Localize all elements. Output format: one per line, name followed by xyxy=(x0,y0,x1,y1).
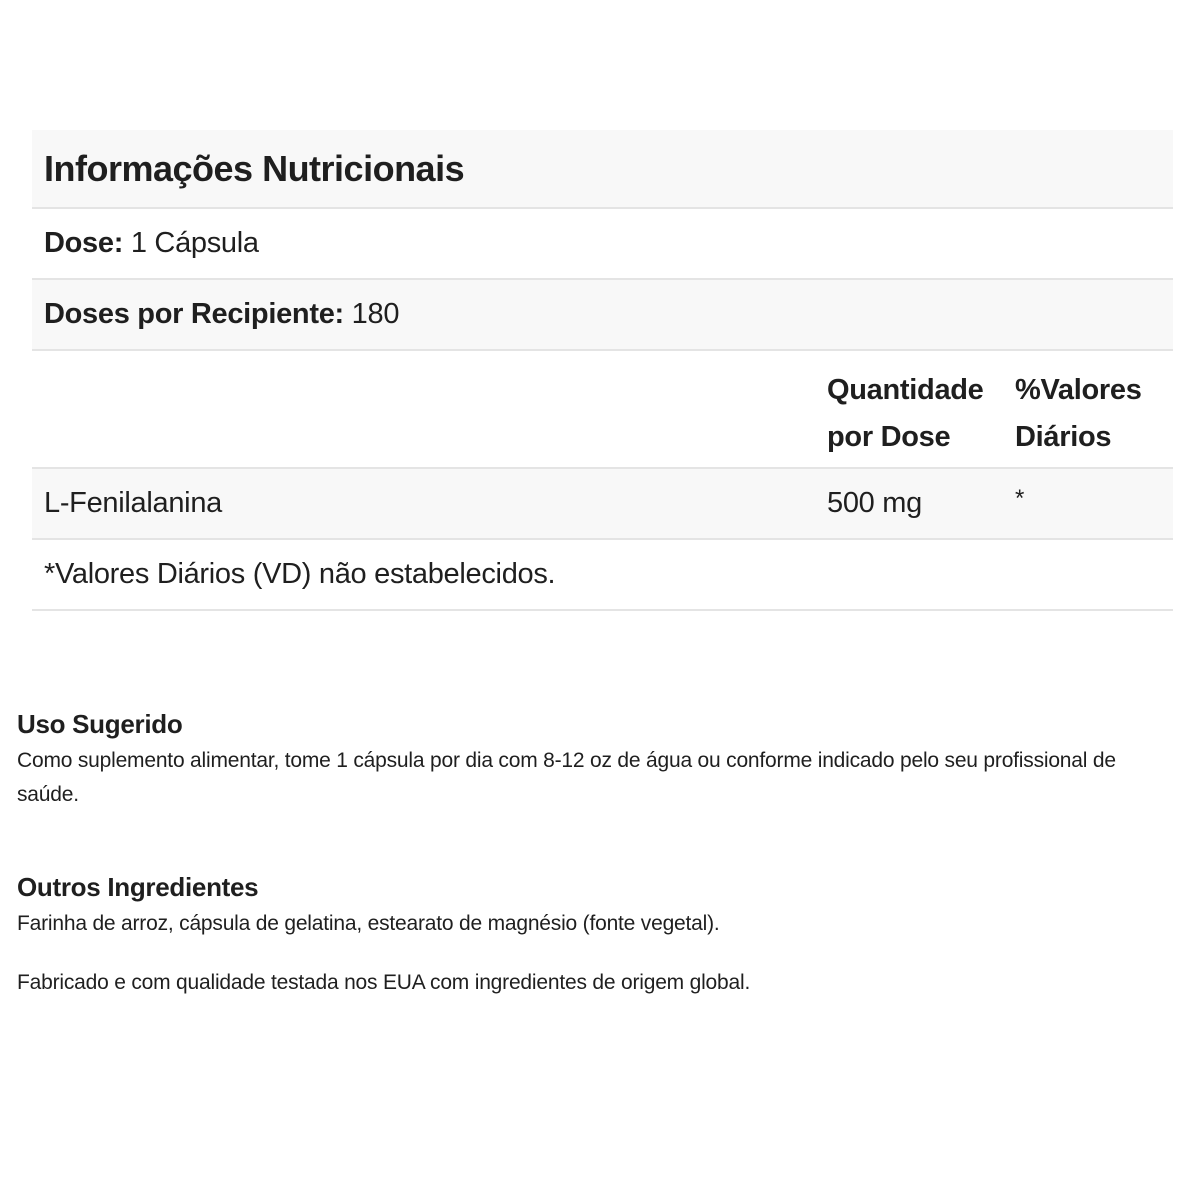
facts-footnote: *Valores Diários (VD) não estabelecidos. xyxy=(44,558,556,590)
serving-size-label: Dose: xyxy=(44,227,124,259)
suggested-use-heading: Uso Sugerido xyxy=(17,709,183,739)
serving-size-row xyxy=(32,209,1173,280)
ingredient-amount: 500 mg xyxy=(827,487,922,519)
table-row xyxy=(32,469,1173,540)
header-amount-line2: por Dose xyxy=(827,421,951,453)
facts-column-header-row xyxy=(32,351,1173,469)
servings-label: Doses por Recipiente: xyxy=(44,298,344,330)
suggested-use-text: Como suplemento alimentar, tome 1 cápsula por dia com 8-12 oz de água ou conforme indicado pelo seu profissional de saúde. xyxy=(17,749,1116,806)
other-ingredients-section xyxy=(17,871,1177,941)
header-dv-line1: %Valores xyxy=(1015,374,1142,406)
header-amount-cell xyxy=(827,367,1015,461)
ingredient-dv: * xyxy=(1015,485,1025,512)
ingredient-name: L-Fenilalanina xyxy=(44,487,222,519)
facts-footnote-row xyxy=(32,540,1173,611)
manufacturing-note: Fabricado e com qualidade testada nos EUA com ingredientes de origem global. xyxy=(17,971,751,994)
header-amount-line1: Quantidade xyxy=(827,374,984,406)
servings-value: 180 xyxy=(351,298,400,330)
other-ingredients-text: Farinha de arroz, cápsula de gelatina, estearato de magnésio (fonte vegetal). xyxy=(17,912,720,935)
suggested-use-section xyxy=(17,708,1177,812)
facts-title: Informações Nutricionais xyxy=(44,147,465,189)
servings-per-container-row xyxy=(32,280,1173,351)
header-dv-line2: Diários xyxy=(1015,421,1112,453)
other-ingredients-heading: Outros Ingredientes xyxy=(17,872,259,902)
facts-title-row xyxy=(32,130,1173,209)
header-dv-cell xyxy=(1015,367,1173,461)
supplement-facts-table xyxy=(32,130,1173,611)
serving-size-value: 1 Cápsula xyxy=(130,227,259,259)
